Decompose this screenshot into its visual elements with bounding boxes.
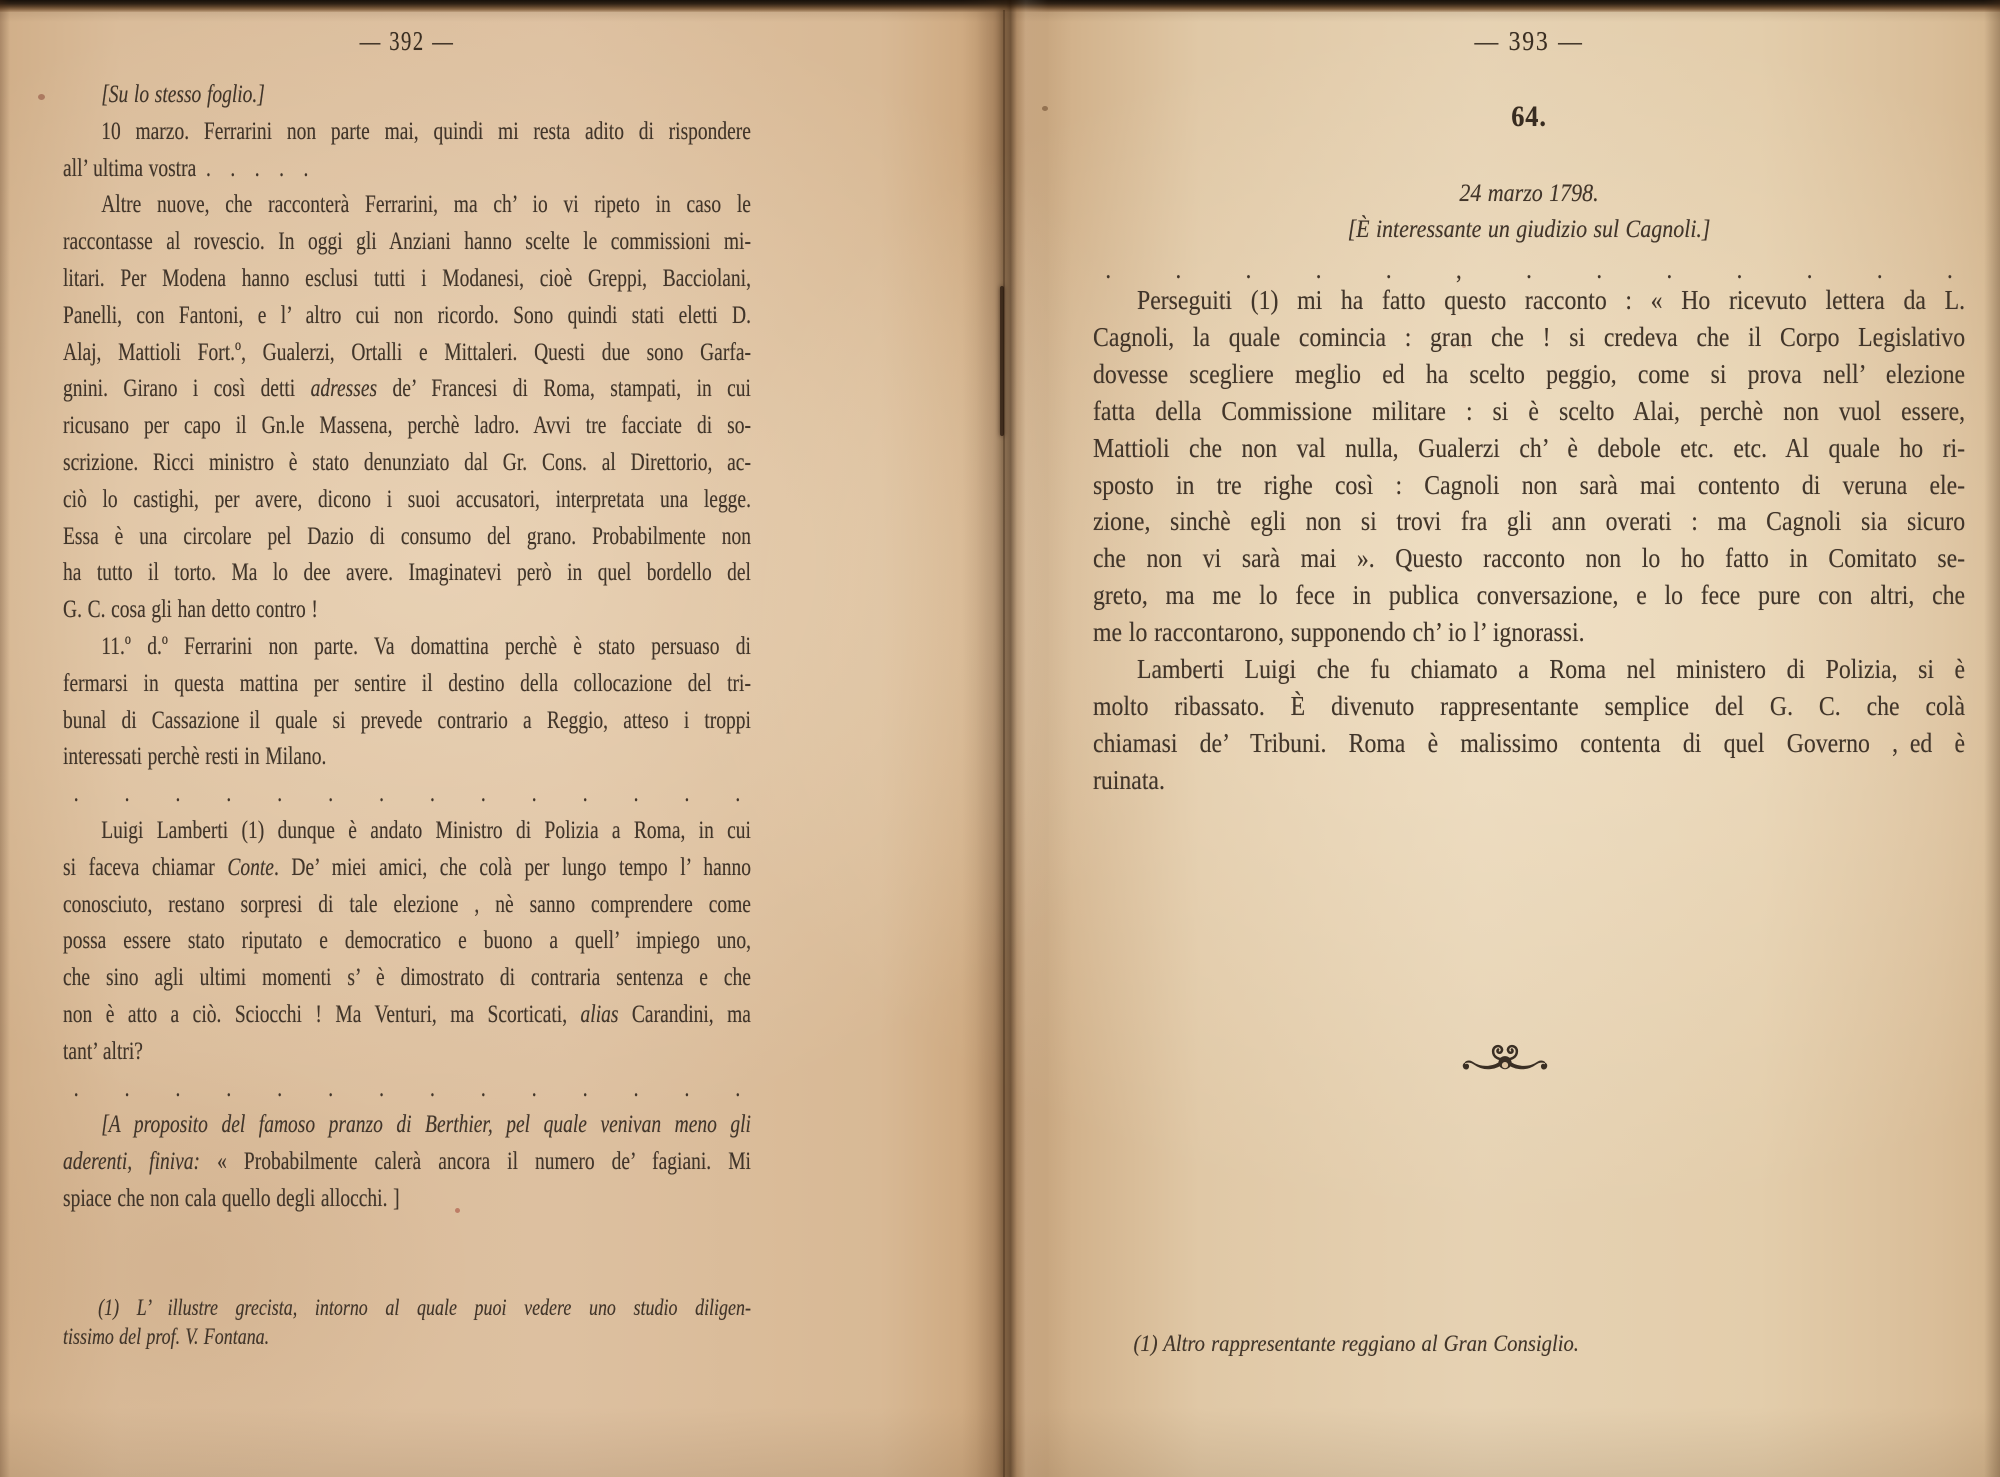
- text-segment: [A proposito del famoso pranzo di Berthier, pel quale venivan meno gli: [101, 1109, 751, 1139]
- ellipsis-row: . . . . . , . . . . . . .: [1105, 255, 1953, 284]
- text-segment: tant’ altri?: [63, 1035, 143, 1065]
- text-segment: greto, ma me lo fece in publica conversazione, e lo fece pure con altri, che: [1093, 580, 1966, 611]
- text-line: [63, 591, 751, 628]
- text-line: [1093, 282, 1965, 319]
- text-line: [1093, 467, 1965, 504]
- text-segment: fatta della Commissione militare : si è scelto Alai, perchè non vuol essere,: [1093, 395, 1966, 426]
- text-line: [1093, 430, 1965, 467]
- entry-number: 64.: [1511, 100, 1547, 133]
- text-line: [63, 113, 751, 150]
- ellipsis-row: . . . . . . . . . . . . . .: [73, 778, 741, 808]
- left-page-footnote: [63, 1294, 751, 1351]
- text-segment: spiace che non cala quello degli allocchi. ]: [63, 1182, 400, 1212]
- page-right-edge-shadow: [1984, 0, 2000, 1477]
- text-segment: litari. Per Modena hanno esclusi tutti i Modanesi, cioè Greppi, Bacciolani,: [63, 262, 751, 292]
- text-line: [63, 1323, 751, 1352]
- text-line: [1093, 503, 1965, 540]
- text-segment: ricusano per capo il Gn.le Massena, perchè ladro. Avvi tre facciate di so-: [63, 410, 751, 440]
- text-segment: adresses: [310, 373, 378, 403]
- text-line: [63, 922, 751, 959]
- text-segment: sposto in tre righe così : Cagnoli non sarà mai contento di veruna ele-: [1093, 469, 1966, 500]
- text-segment: aderenti, finiva:: [63, 1146, 201, 1176]
- text-line: [1093, 577, 1965, 614]
- gutter-crease-line: [1003, 10, 1005, 1477]
- text-line: [63, 849, 751, 886]
- text-line: [63, 76, 751, 113]
- text-line: [63, 959, 751, 996]
- left-page-body: [63, 76, 751, 1217]
- fleuron-ornament: [1455, 1040, 1555, 1084]
- text-line: [63, 1033, 751, 1070]
- text-segment: alias: [580, 998, 619, 1028]
- text-line: [63, 1143, 751, 1180]
- text-segment: Mattioli che non val nulla, Gualerzi ch’ è debole etc. etc. Al quale ho ri-: [1093, 432, 1966, 463]
- text-segment: raccontasse al rovescio. In oggi gli Anziani hanno scelte le commissioni mi-: [63, 226, 751, 256]
- text-segment: conosciuto, restano sorpresi di tale elezione , nè sanno comprendere come: [63, 888, 751, 918]
- text-line: [1093, 725, 1965, 762]
- text-line: [63, 702, 751, 739]
- text-line: [63, 996, 751, 1033]
- text-segment: che sino agli ultimi momenti s’ è dimostrato di contraria sentenza e che: [63, 962, 751, 992]
- text-line: [1093, 540, 1965, 577]
- text-line: [1093, 393, 1965, 430]
- gutter-crease-mark: [1000, 286, 1004, 436]
- text-segment: . De’ miei amici, che colà per lungo tempo l’ hanno: [273, 851, 751, 881]
- left-page-number: — 392 —: [359, 26, 455, 56]
- text-line: [63, 370, 751, 407]
- text-segment: chiamasi de’ Tribuni. Roma è malissimo contenta di quel Governo , ed è: [1093, 727, 1966, 758]
- text-segment: 11.º d.º Ferrarini non parte. Va domattina perchè è stato persuaso di: [101, 630, 751, 660]
- ellipsis-row: . . . . . . . . . . . . . .: [73, 1072, 741, 1102]
- text-segment: Essa è una circolare pel Dazio di consumo del grano. Probabilmente non: [63, 520, 751, 550]
- text-segment: [Su lo stesso foglio.]: [101, 79, 265, 108]
- right-page-footnote: [1093, 1330, 1965, 1359]
- text-segment: molto ribassato. È divenuto rappresentante semplice del G. C. che colà: [1093, 690, 1966, 721]
- text-line: [63, 334, 751, 371]
- text-segment: 10 marzo. Ferrarini non parte mai, quindi mi resta adito di rispondere: [101, 115, 751, 145]
- text-segment: scrizione. Ricci ministro è stato denunziato dal Gr. Cons. al Direttorio, ac-: [63, 446, 751, 476]
- text-segment: Cagnoli, la quale comincia : gran che ! si credeva che il Corpo Legislativo: [1093, 321, 1966, 352]
- text-segment: (1) L’ illustre grecista, intorno al quale puoi vedere uno studio diligen-: [98, 1295, 751, 1321]
- text-segment: tissimo del prof. V. Fontana.: [63, 1323, 270, 1350]
- entry-subject: [È interessante un giudizio sul Cagnoli.]: [1347, 216, 1711, 243]
- paper-stain: [1042, 106, 1048, 111]
- text-segment: Conte: [227, 851, 274, 881]
- text-line: [63, 812, 751, 849]
- text-line: [63, 186, 751, 223]
- text-segment: me lo raccontarono, supponendo ch’ io l’ ignorassi.: [1093, 617, 1585, 648]
- text-line: [1093, 762, 1965, 799]
- page-left-edge-shadow: [0, 0, 10, 1477]
- text-line: [63, 554, 751, 591]
- text-line: [63, 1294, 751, 1323]
- text-line: [63, 886, 751, 923]
- text-segment: all’ ultima vostra . . . . .: [63, 152, 309, 182]
- text-line: [1093, 319, 1965, 356]
- text-segment: Lamberti Luigi che fu chiamato a Roma nel ministero di Polizia, si è: [1137, 654, 1966, 685]
- text-line: [63, 738, 751, 775]
- text-segment: Carandini, ma: [618, 998, 751, 1028]
- paper-stain: [38, 94, 45, 100]
- text-segment: non è atto a ciò. Sciocchi ! Ma Venturi, ma Scorticati,: [63, 998, 581, 1028]
- text-line: [1093, 614, 1965, 651]
- text-line: [63, 297, 751, 334]
- text-line: [63, 150, 751, 187]
- text-segment: zione, sinchè egli non si trovi fra gli ann overati : ma Cagnoli sia sicuro: [1093, 506, 1966, 537]
- text-line: [63, 665, 751, 702]
- text-segment: de’ Francesi di Roma, stampati, in cui: [377, 373, 751, 403]
- text-line: [63, 407, 751, 444]
- text-segment: bunal di Cassazione il quale si prevede contrario a Reggio, atteso i troppi: [63, 704, 751, 734]
- text-segment: ciò lo castighi, per avere, dicono i suoi accusatori, interpretata una legge.: [63, 483, 751, 513]
- text-line: [63, 1106, 751, 1143]
- text-line: [1093, 688, 1965, 725]
- text-segment: dovesse scegliere meglio ed ha scelto peggio, come si prova nell’ elezione: [1093, 358, 1966, 389]
- text-line: [63, 518, 751, 555]
- text-line: [63, 1180, 751, 1217]
- text-line: [63, 223, 751, 260]
- text-segment: ruinata.: [1093, 764, 1165, 795]
- book-gutter: [962, 0, 1072, 1477]
- text-segment: si faceva chiamar: [63, 851, 228, 881]
- text-segment: possa essere stato riputato e democratico e buono a quell’ impiego uno,: [63, 925, 751, 955]
- right-page-number: — 393 —: [1474, 26, 1584, 56]
- text-line: [63, 628, 751, 665]
- text-line: [63, 481, 751, 518]
- text-segment: ha tutto il torto. Ma lo dee avere. Imaginatevi però in quel bordello del: [63, 557, 751, 587]
- text-segment: G. C. cosa gli han detto contro !: [63, 594, 318, 624]
- text-segment: (1) Altro rappresentante reggiano al Gran Consiglio.: [1133, 1331, 1579, 1357]
- text-line: [1093, 356, 1965, 393]
- text-segment: Luigi Lamberti (1) dunque è andato Ministro di Polizia a Roma, in cui: [101, 814, 751, 844]
- text-segment: Panelli, con Fantoni, e l’ altro cui non ricordo. Sono quindi stati eletti D.: [63, 299, 751, 329]
- text-segment: « Probabilmente calerà ancora il numero de’ fagiani. Mi: [200, 1146, 751, 1176]
- text-segment: Perseguiti (1) mi ha fatto questo racconto : « Ho ricevuto lettera da L.: [1137, 285, 1966, 315]
- text-segment: Altre nuove, che racconterà Ferrarini, ma ch’ io vi ripeto in caso le: [101, 189, 751, 219]
- text-line: [1093, 1330, 1965, 1359]
- text-segment: interessati perchè resti in Milano.: [63, 741, 327, 771]
- right-page-body: [1093, 282, 1965, 799]
- text-line: [63, 444, 751, 481]
- text-segment: che non vi sarà mai ». Questo racconto non lo ho fatto in Comitato se-: [1093, 543, 1966, 574]
- text-segment: gnini. Girano i così detti: [63, 373, 311, 403]
- text-line: [63, 260, 751, 297]
- text-segment: Alaj, Mattioli Fort.º, Gualerzi, Ortalli e Mittaleri. Questi due sono Garfa-: [63, 336, 751, 366]
- text-line: [1093, 651, 1965, 688]
- text-segment: fermarsi in questa mattina per sentire il destino della collocazione del tri-: [63, 667, 751, 697]
- entry-date: 24 marzo 1798.: [1459, 180, 1599, 207]
